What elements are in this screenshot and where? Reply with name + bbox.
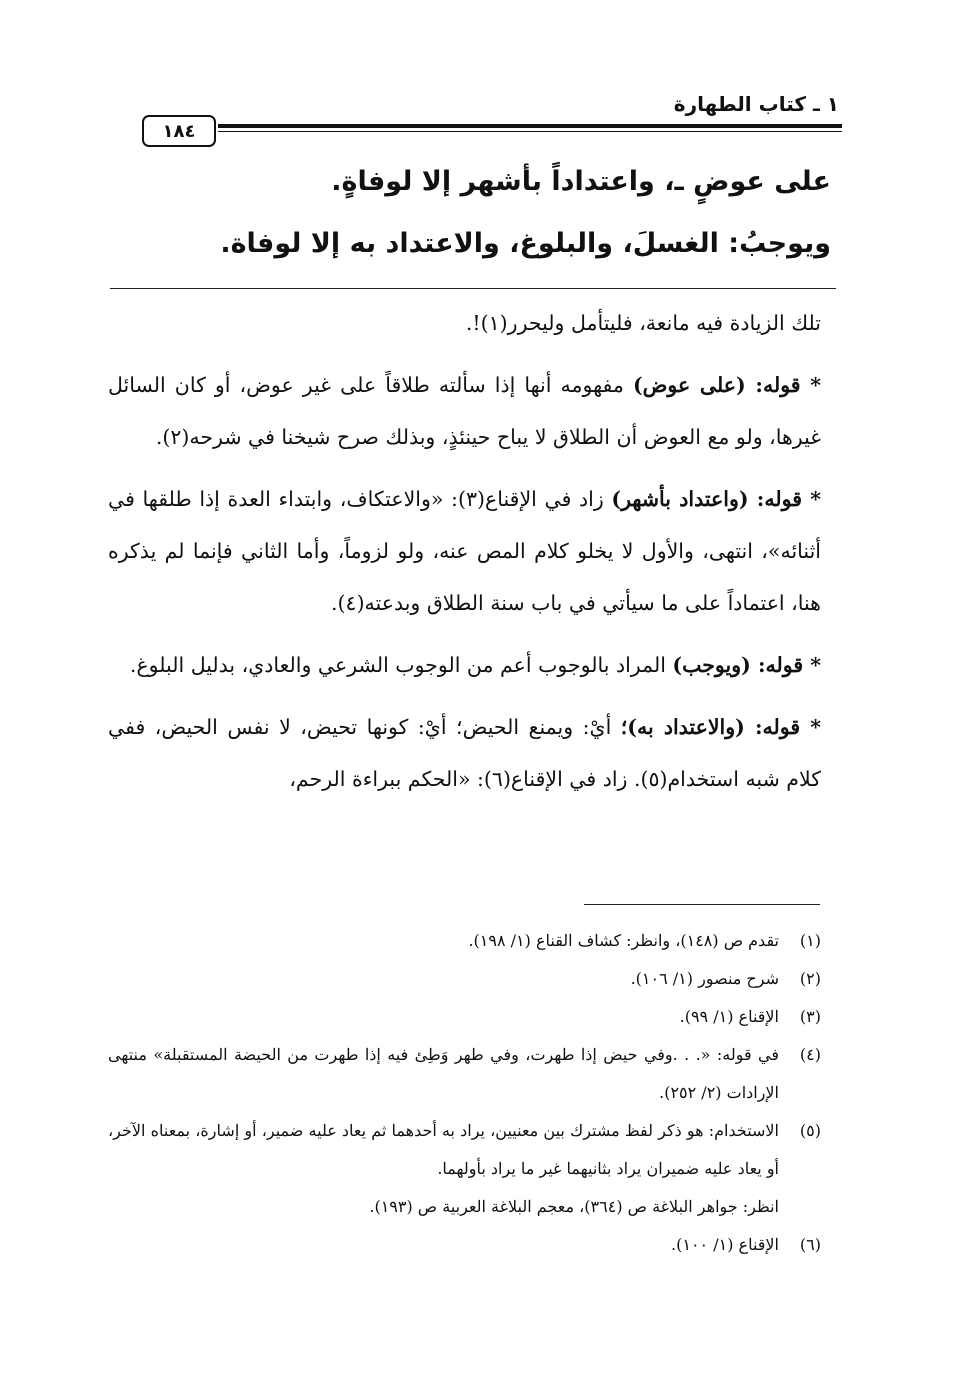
footnote-number: (٣) xyxy=(799,1007,821,1026)
paragraph-4-lemma: * قوله: (والاعتداد به)؛ xyxy=(620,715,821,739)
paragraph-2-lemma: * قوله: (واعتداد بأشهر) xyxy=(611,487,821,511)
footnote-number: (٦) xyxy=(799,1235,821,1254)
footnote-1 xyxy=(108,922,821,960)
footnote-5 xyxy=(108,1112,821,1226)
footnote-text: الإقناع (١/ ٩٩). xyxy=(679,1007,779,1026)
paragraph-0: تلك الزيادة فيه مانعة، فليتأمل وليحرر(١)!. xyxy=(465,311,821,335)
page-number: ١٨٤ xyxy=(142,115,216,147)
commentary-body xyxy=(108,297,821,815)
matn-divider xyxy=(110,288,836,289)
paragraph-1 xyxy=(108,359,821,463)
footnote-text: شرح منصور (١/ ١٠٦). xyxy=(630,969,779,988)
paragraph-4-text: أيْ: ويمنع الحيض؛ أيْ: كونها تحيض، لا نفس الحيض، ففي كلام شبه استخدام(٥). زاد في الإقناع(٦): «الحكم ببراءة الرحم، xyxy=(108,715,821,791)
footnote-4 xyxy=(108,1036,821,1112)
paragraph-3-lemma: * قوله: (ويوجب) xyxy=(672,653,821,677)
footnote-text: الاستخدام: هو ذكر لفظ مشترك بين معنيين، يراد به أحدهما ثم يعاد عليه ضمير، أو إشارة، بمعناه الآخر، أو يعاد عليه ضميران يراد بثانيهما غير ما يراد بأولهما. xyxy=(108,1121,779,1178)
paragraph-3-text: المراد بالوجوب أعم من الوجوب الشرعي والعادي، بدليل البلوغ. xyxy=(129,653,673,677)
header-rule-thin xyxy=(218,131,842,132)
paragraph-1-text: مفهومه أنها إذا سألته طلاقاً على غير عوض، أو كان السائل غيرها، ولو مع العوض أن الطلاق لا يباح حينئذٍ، وبذلك صرح شيخنا في شرحه(٢). xyxy=(108,373,821,449)
footnote-text-reference: انظر: جواهر البلاغة ص (٣٦٤)، معجم البلاغة العربية ص (١٩٣). xyxy=(369,1197,779,1216)
footnote-3 xyxy=(108,998,821,1036)
paragraph-2-text: زاد في الإقناع(٣): «والاعتكاف، وابتداء العدة إذا طلقها في أثنائه»، انتهى، والأول لا يخلو كلام المص عنه، ولو لزوماً، وأما الثاني فإنما لم يذكره هنا، اعتماداً على ما سيأتي في باب سنة الطلاق وبدعته(٤). xyxy=(108,487,821,615)
paragraph-3 xyxy=(108,639,821,691)
paragraph-1-lemma: * قوله: (على عوض) xyxy=(632,373,821,397)
footnote-text: تقدم ص (١٤٨)، وانظر: كشاف القناع (١/ ١٩٨). xyxy=(468,931,779,950)
footnote-number: (٥) xyxy=(799,1121,821,1140)
paragraph-2 xyxy=(108,473,821,629)
running-header-title: ١ ـ كتاب الطهارة xyxy=(673,92,839,116)
footnote-number: (٤) xyxy=(799,1045,821,1064)
footnote-6 xyxy=(108,1226,821,1264)
footnote-text: الإقناع (١/ ١٠٠). xyxy=(671,1235,779,1254)
footnote-2 xyxy=(108,960,821,998)
matn-line-2: ويوجبُ: الغسلَ، والبلوغ، والاعتداد به إلا لوفاة. xyxy=(220,228,831,259)
footnote-number: (٢) xyxy=(799,969,821,988)
footnotes xyxy=(108,922,821,1264)
matn-line-1: على عوضٍ ـ، واعتداداً بأشهر إلا لوفاةٍ. xyxy=(331,166,831,197)
paragraph-4 xyxy=(108,701,821,805)
footnote-text: في قوله: «. . .وفي حيض إذا طهرت، وفي طهر وَطِئ فيه إذا طهرت من الحيضة المستقبلة» منتهى الإرادات (٢/ ٢٥٢). xyxy=(108,1045,779,1102)
footnote-divider xyxy=(584,904,820,905)
header-rule xyxy=(218,124,842,128)
footnote-number: (١) xyxy=(799,931,821,950)
